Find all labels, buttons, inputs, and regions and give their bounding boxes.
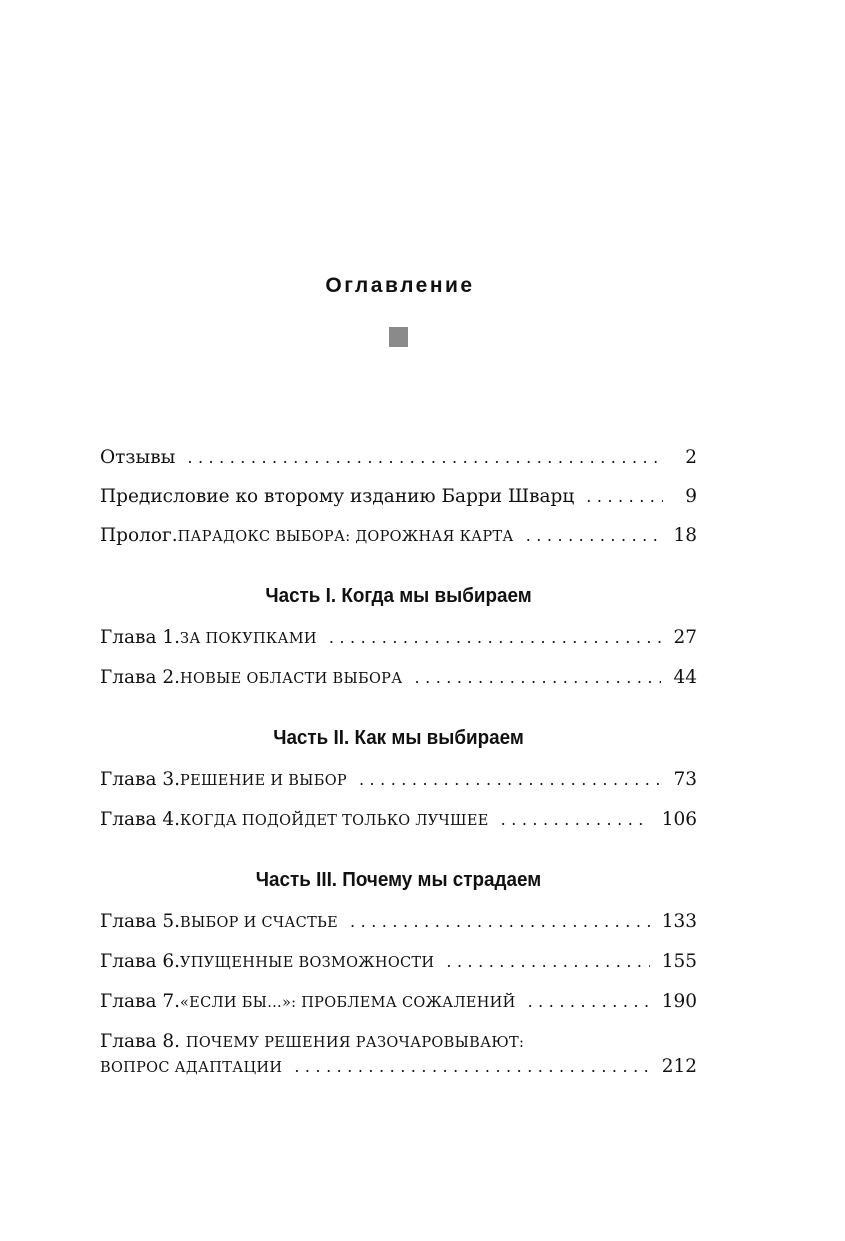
entry-label: Пролог. xyxy=(100,525,178,546)
page-number: 155 xyxy=(661,951,697,972)
toc-entry[interactable] xyxy=(100,990,697,1015)
entry-caps: УПУЩЕННЫЕ ВОЗМОЖНОСТИ xyxy=(180,955,435,971)
entry-label: Предисловие ко второму изданию Барри Шварц xyxy=(100,486,575,507)
entry-caps: НОВЫЕ ОБЛАСТИ ВЫБОРА xyxy=(180,671,403,687)
page-title: Оглавление xyxy=(325,274,475,297)
entry-caps: ВЫБОР И СЧАСТЬЕ xyxy=(180,915,339,931)
toc-entry[interactable] xyxy=(100,485,697,509)
entry-label: Глава 2. xyxy=(100,667,181,688)
entry-caps: ЗА ПОКУПКАМИ xyxy=(180,631,317,647)
entry-label: Глава 1. xyxy=(100,627,181,648)
dot-leader xyxy=(350,910,650,934)
entry-label: Глава 6. xyxy=(100,951,181,972)
toc-entry[interactable] xyxy=(100,768,697,793)
page-number: 9 xyxy=(685,486,697,507)
entry-caps: ПОЧЕМУ РЕШЕНИЯ РАЗОЧАРОВЫВАЮТ: xyxy=(185,1035,525,1051)
entry-label: Глава 7. xyxy=(100,991,181,1012)
page-number: 133 xyxy=(661,911,697,932)
entry-caps: РЕШЕНИЕ И ВЫБОР xyxy=(180,773,347,789)
toc-entry[interactable] xyxy=(100,910,697,935)
page-number: 190 xyxy=(661,991,697,1012)
entry-label: Глава 3. xyxy=(100,769,181,790)
dot-leader xyxy=(526,524,662,548)
toc-entry[interactable] xyxy=(100,950,697,975)
toc-entry[interactable] xyxy=(100,446,697,470)
toc-entry[interactable] xyxy=(100,524,697,549)
dot-leader xyxy=(359,768,662,792)
page-number: 2 xyxy=(685,447,697,468)
page-number: 106 xyxy=(661,809,697,830)
part-title: Часть III. Почему мы страдаем xyxy=(255,868,542,891)
entry-caps-continued: ВОПРОС АДАПТАЦИИ xyxy=(100,1060,283,1076)
entry-label: Глава 4. xyxy=(100,809,181,830)
toc-entry[interactable] xyxy=(100,808,697,833)
dot-leader xyxy=(329,626,662,650)
entry-caps: «ЕСЛИ БЫ...»: ПРОБЛЕМА СОЖАЛЕНИЙ xyxy=(180,995,516,1011)
entry-label: Глава 8. xyxy=(100,1031,186,1052)
entry-line-2 xyxy=(100,1055,697,1080)
dot-leader xyxy=(415,666,662,690)
entry-caps: КОГДА ПОДОЙДЕТ ТОЛЬКО ЛУЧШЕЕ xyxy=(180,813,489,829)
entry-label: Отзывы xyxy=(100,447,176,468)
page-number: 44 xyxy=(673,667,697,688)
page-number: 18 xyxy=(673,525,697,546)
dot-leader xyxy=(446,950,649,974)
dot-leader xyxy=(501,808,650,832)
ornament-square xyxy=(389,327,408,347)
table-of-contents xyxy=(100,446,697,1095)
entry-line-1 xyxy=(100,1030,697,1055)
dot-leader xyxy=(187,446,663,470)
page-number: 27 xyxy=(673,627,697,648)
toc-entry[interactable] xyxy=(100,666,697,691)
dot-leader xyxy=(294,1055,649,1079)
toc-entry[interactable] xyxy=(100,626,697,651)
part-title: Часть I. Когда мы выбираем xyxy=(265,584,532,607)
dot-leader xyxy=(586,485,663,509)
dot-leader xyxy=(528,990,650,1014)
entry-label: Глава 5. xyxy=(100,911,181,932)
toc-entry[interactable] xyxy=(100,1030,697,1080)
part-title: Часть II. Как мы выбираем xyxy=(273,726,524,749)
entry-caps: ПАРАДОКС ВЫБОРА: ДОРОЖНАЯ КАРТА xyxy=(177,529,514,545)
page-number: 212 xyxy=(661,1056,697,1077)
page-number: 73 xyxy=(673,769,697,790)
